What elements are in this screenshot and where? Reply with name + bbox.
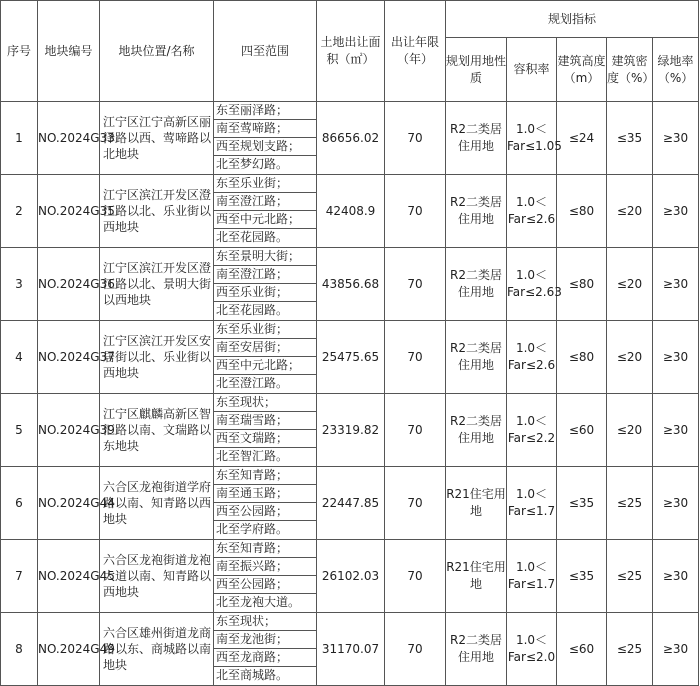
header-seq: 序号 bbox=[1, 1, 38, 102]
cell-height: ≤60 bbox=[557, 394, 607, 467]
table-row bbox=[1, 467, 699, 540]
cell-height: ≤60 bbox=[557, 613, 607, 686]
cell-green: ≥30 bbox=[653, 321, 699, 394]
cell-bounds bbox=[214, 175, 317, 248]
cell-bounds bbox=[214, 102, 317, 175]
cell-density: ≤25 bbox=[607, 467, 653, 540]
cell-location: 六合区龙袍街道学府路以南、知青路以西地块 bbox=[100, 467, 214, 540]
header-far: 容积率 bbox=[507, 38, 557, 102]
bound-line: 南至通玉路； bbox=[214, 485, 316, 503]
cell-bounds bbox=[214, 613, 317, 686]
cell-seq: 5 bbox=[1, 394, 38, 467]
header-use: 规划用地性质 bbox=[446, 38, 507, 102]
cell-location: 六合区雄州街道龙商路以东、商城路以南地块 bbox=[100, 613, 214, 686]
cell-height: ≤24 bbox=[557, 102, 607, 175]
bound-line: 北至花园路。 bbox=[216, 303, 289, 317]
cell-area: 25475.65 bbox=[317, 321, 385, 394]
cell-years: 70 bbox=[385, 248, 446, 321]
header-planning: 规划指标 bbox=[446, 1, 699, 38]
cell-bounds bbox=[214, 394, 317, 467]
bound-line: 南至龙池街； bbox=[214, 631, 316, 649]
cell-code: NO.2024G44 bbox=[38, 467, 100, 540]
bound-line: 东至乐业街； bbox=[214, 175, 316, 193]
cell-far: 1.0＜Far≤2.6 bbox=[507, 175, 557, 248]
cell-far: 1.0＜Far≤1.7 bbox=[507, 540, 557, 613]
bound-line: 西至中元北路； bbox=[214, 357, 316, 375]
cell-far: 1.0＜Far≤1.05 bbox=[507, 102, 557, 175]
bound-line: 西至龙商路； bbox=[214, 649, 316, 667]
cell-far: 1.0＜Far≤2.2 bbox=[507, 394, 557, 467]
cell-green: ≥30 bbox=[653, 175, 699, 248]
cell-area: 43856.68 bbox=[317, 248, 385, 321]
cell-height: ≤80 bbox=[557, 248, 607, 321]
bound-line: 西至规划支路； bbox=[214, 138, 316, 156]
cell-area: 26102.03 bbox=[317, 540, 385, 613]
cell-green: ≥30 bbox=[653, 394, 699, 467]
header-code: 地块编号 bbox=[38, 1, 100, 102]
cell-bounds bbox=[214, 467, 317, 540]
cell-code: NO.2024G39 bbox=[38, 394, 100, 467]
cell-density: ≤20 bbox=[607, 175, 653, 248]
bound-line: 北至梦幻路。 bbox=[216, 157, 289, 171]
cell-use: R2二类居住用地 bbox=[446, 248, 507, 321]
bound-line: 南至瑞雪路； bbox=[214, 412, 316, 430]
bound-line: 东至现状； bbox=[214, 394, 316, 412]
cell-far: 1.0＜Far≤2.6 bbox=[507, 321, 557, 394]
cell-green: ≥30 bbox=[653, 102, 699, 175]
bound-line: 北至商城路。 bbox=[216, 668, 289, 682]
cell-seq: 7 bbox=[1, 540, 38, 613]
cell-far: 1.0＜Far≤2.63 bbox=[507, 248, 557, 321]
cell-years: 70 bbox=[385, 467, 446, 540]
cell-years: 70 bbox=[385, 102, 446, 175]
bound-line: 北至澄江路。 bbox=[216, 376, 289, 390]
cell-use: R21住宅用地 bbox=[446, 540, 507, 613]
cell-density: ≤25 bbox=[607, 613, 653, 686]
cell-density: ≤35 bbox=[607, 102, 653, 175]
cell-area: 31170.07 bbox=[317, 613, 385, 686]
table-row bbox=[1, 248, 699, 321]
bound-line: 南至澄江路； bbox=[214, 193, 316, 211]
bound-line: 东至知青路； bbox=[214, 467, 316, 485]
table-row bbox=[1, 613, 699, 686]
table-body bbox=[1, 102, 699, 686]
header-bounds: 四至范围 bbox=[214, 1, 317, 102]
cell-code: NO.2024G45 bbox=[38, 540, 100, 613]
cell-far: 1.0＜Far≤1.7 bbox=[507, 467, 557, 540]
cell-location: 江宁区麒麟高新区智汇路以南、文瑞路以东地块 bbox=[100, 394, 214, 467]
table-row bbox=[1, 102, 699, 175]
cell-use: R21住宅用地 bbox=[446, 467, 507, 540]
bound-line: 南至安居街； bbox=[214, 339, 316, 357]
header-density: 建筑密度（%） bbox=[607, 38, 653, 102]
cell-green: ≥30 bbox=[653, 613, 699, 686]
cell-use: R2二类居住用地 bbox=[446, 394, 507, 467]
cell-far: 1.0＜Far≤2.0 bbox=[507, 613, 557, 686]
cell-bounds bbox=[214, 540, 317, 613]
cell-code: NO.2024G49 bbox=[38, 613, 100, 686]
cell-density: ≤20 bbox=[607, 321, 653, 394]
cell-height: ≤80 bbox=[557, 321, 607, 394]
cell-use: R2二类居住用地 bbox=[446, 321, 507, 394]
cell-use: R2二类居住用地 bbox=[446, 613, 507, 686]
header-years: 出让年限（年） bbox=[385, 1, 446, 102]
cell-seq: 8 bbox=[1, 613, 38, 686]
cell-green: ≥30 bbox=[653, 248, 699, 321]
bound-line: 北至智汇路。 bbox=[216, 449, 289, 463]
cell-code: NO.2024G37 bbox=[38, 321, 100, 394]
cell-code: NO.2024G33 bbox=[38, 102, 100, 175]
cell-height: ≤35 bbox=[557, 540, 607, 613]
bound-line: 南至莺啼路； bbox=[214, 120, 316, 138]
header-location: 地块位置/名称 bbox=[100, 1, 214, 102]
cell-height: ≤80 bbox=[557, 175, 607, 248]
cell-location: 江宁区滨江开发区澄江路以北、景明大街以西地块 bbox=[100, 248, 214, 321]
bound-line: 东至丽泽路； bbox=[214, 102, 316, 120]
cell-area: 22447.85 bbox=[317, 467, 385, 540]
cell-density: ≤25 bbox=[607, 540, 653, 613]
bound-line: 南至振兴路； bbox=[214, 558, 316, 576]
cell-location: 江宁区滨江开发区安居街以北、乐业街以西地块 bbox=[100, 321, 214, 394]
cell-density: ≤20 bbox=[607, 394, 653, 467]
bound-line: 北至花园路。 bbox=[216, 230, 289, 244]
bound-line: 西至文瑞路； bbox=[214, 430, 316, 448]
cell-density: ≤20 bbox=[607, 248, 653, 321]
bound-line: 北至学府路。 bbox=[216, 522, 289, 536]
bound-line: 北至龙袍大道。 bbox=[216, 595, 301, 609]
cell-location: 六合区龙袍街道龙袍大道以南、知青路以西地块 bbox=[100, 540, 214, 613]
header-area: 土地出让面积（㎡） bbox=[317, 1, 385, 102]
cell-location: 江宁区滨江开发区澄江路以北、乐业街以西地块 bbox=[100, 175, 214, 248]
cell-area: 86656.02 bbox=[317, 102, 385, 175]
cell-area: 23319.82 bbox=[317, 394, 385, 467]
cell-seq: 2 bbox=[1, 175, 38, 248]
cell-code: NO.2024G36 bbox=[38, 248, 100, 321]
bound-line: 东至景明大街； bbox=[214, 248, 316, 266]
cell-seq: 3 bbox=[1, 248, 38, 321]
table-row bbox=[1, 175, 699, 248]
cell-years: 70 bbox=[385, 394, 446, 467]
cell-area: 42408.9 bbox=[317, 175, 385, 248]
bound-line: 西至公园路； bbox=[214, 576, 316, 594]
cell-green: ≥30 bbox=[653, 540, 699, 613]
bound-line: 南至澄江路； bbox=[214, 266, 316, 284]
cell-years: 70 bbox=[385, 613, 446, 686]
cell-use: R2二类居住用地 bbox=[446, 102, 507, 175]
header-height: 建筑高度（m） bbox=[557, 38, 607, 102]
cell-seq: 6 bbox=[1, 467, 38, 540]
cell-bounds bbox=[214, 248, 317, 321]
bound-line: 东至乐业街； bbox=[214, 321, 316, 339]
cell-code: NO.2024G35 bbox=[38, 175, 100, 248]
bound-line: 东至现状； bbox=[214, 613, 316, 631]
cell-location: 江宁区江宁高新区丽泽路以西、莺啼路以北地块 bbox=[100, 102, 214, 175]
bound-line: 西至公园路； bbox=[214, 503, 316, 521]
cell-seq: 1 bbox=[1, 102, 38, 175]
table-row bbox=[1, 394, 699, 467]
header-green: 绿地率（%） bbox=[653, 38, 699, 102]
table-row bbox=[1, 321, 699, 394]
cell-years: 70 bbox=[385, 175, 446, 248]
cell-seq: 4 bbox=[1, 321, 38, 394]
cell-use: R2二类居住用地 bbox=[446, 175, 507, 248]
cell-green: ≥30 bbox=[653, 467, 699, 540]
bound-line: 西至乐业街； bbox=[214, 284, 316, 302]
cell-height: ≤35 bbox=[557, 467, 607, 540]
cell-years: 70 bbox=[385, 321, 446, 394]
bound-line: 东至知青路； bbox=[214, 540, 316, 558]
table-row bbox=[1, 540, 699, 613]
bound-line: 西至中元北路； bbox=[214, 211, 316, 229]
cell-years: 70 bbox=[385, 540, 446, 613]
cell-bounds bbox=[214, 321, 317, 394]
